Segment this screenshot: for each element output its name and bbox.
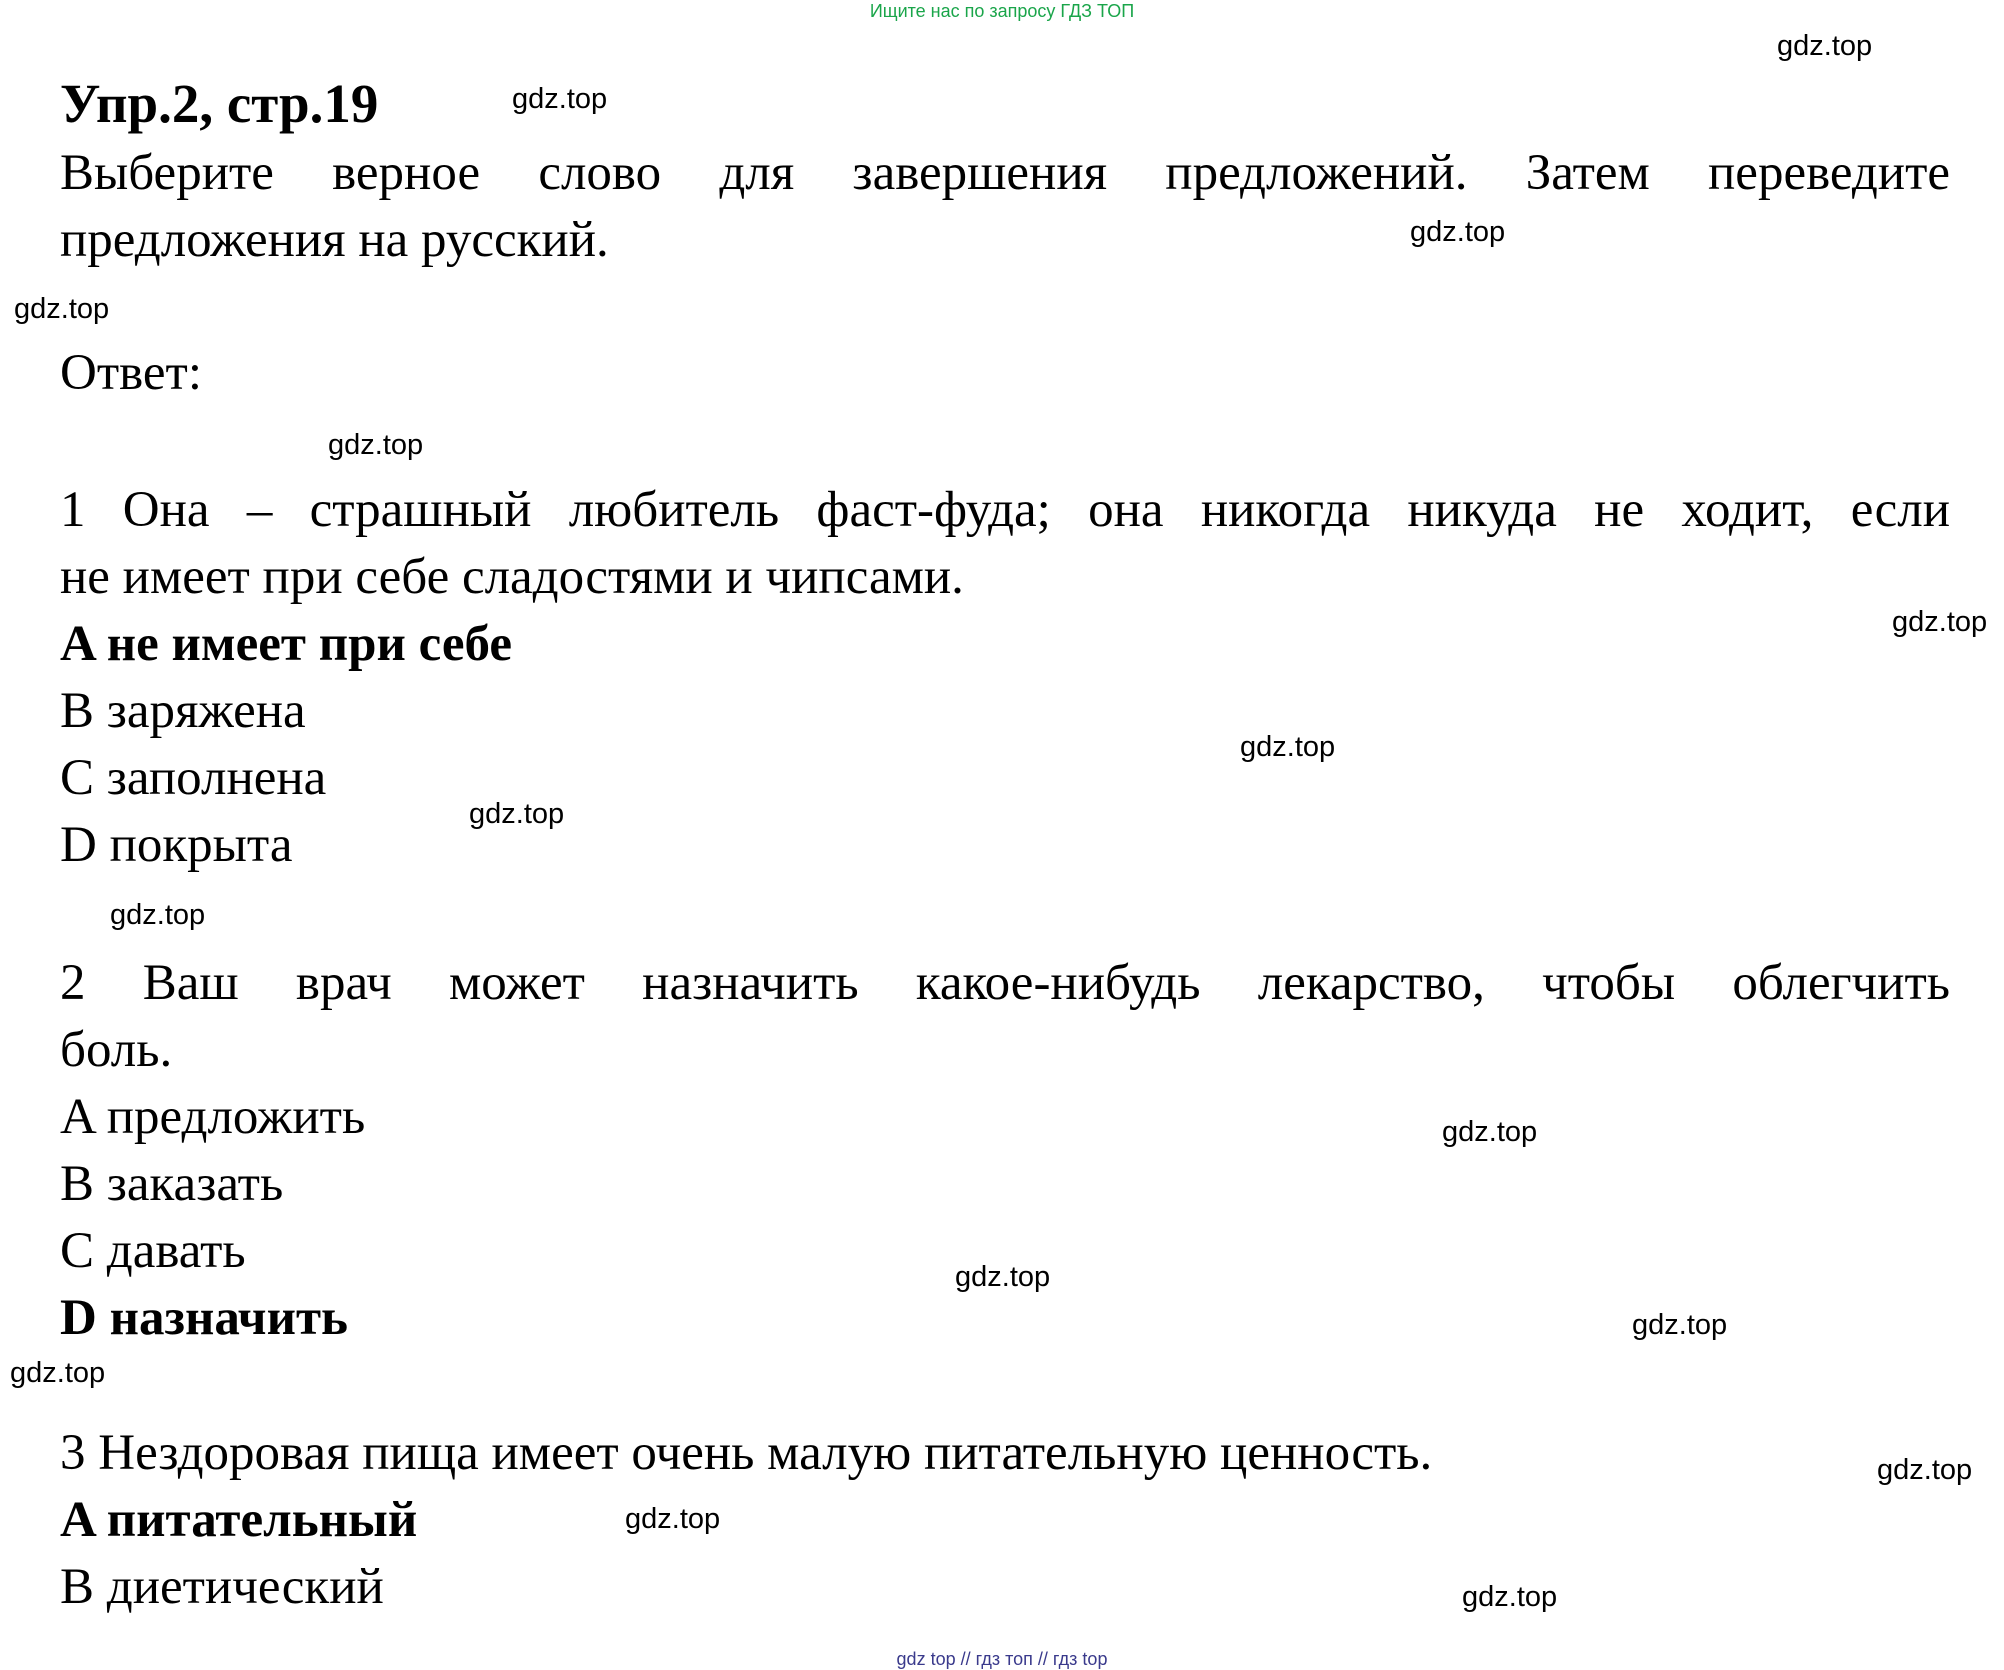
question-1-line-2: не имеет при себе сладостями и чипсами.: [60, 549, 964, 605]
question-2-option-c: C давать: [60, 1223, 246, 1279]
watermark: gdz.top: [1632, 1309, 1728, 1341]
question-2-line-2: боль.: [60, 1022, 173, 1078]
question-2-line-1: 2 Ваш врач может назначить какое-нибудь лекарство, чтобы облегчить: [60, 955, 1950, 1011]
watermark: gdz.top: [1877, 1454, 1973, 1486]
watermark: gdz.top: [14, 293, 110, 325]
page-title: Упр.2, стр.19: [60, 73, 379, 134]
bottom-banner: gdz top // гдз топ // гдз top: [896, 1649, 1108, 1669]
watermark: gdz.top: [1892, 606, 1988, 638]
top-banner: Ищите нас по запросу ГДЗ ТОП: [869, 1, 1135, 21]
question-2-option-d: D назначить: [60, 1290, 348, 1346]
question-2-option-b: B заказать: [60, 1156, 284, 1212]
answer-label: Ответ:: [60, 345, 202, 401]
question-1-option-d: D покрыта: [60, 817, 293, 873]
watermark: gdz.top: [10, 1357, 106, 1389]
question-1-line-1: 1 Она – страшный любитель фаст-фуда; она никогда никуда не ходит, если: [60, 482, 1950, 538]
watermark: gdz.top: [328, 429, 424, 461]
watermark: gdz.top: [1240, 731, 1336, 763]
question-3-option-b: B диетический: [60, 1559, 384, 1615]
question-1-option-c: C заполнена: [60, 750, 327, 806]
watermark: gdz.top: [110, 899, 206, 931]
watermark: gdz.top: [625, 1503, 721, 1535]
watermark: gdz.top: [1462, 1581, 1558, 1613]
watermark: gdz.top: [1410, 216, 1506, 248]
watermark: gdz.top: [1442, 1116, 1538, 1148]
instruction-line-1: Выберите верное слово для завершения предложений. Затем переведите: [60, 145, 1950, 201]
question-1-option-a: A не имеет при себе: [60, 616, 512, 672]
question-2-option-a: A предложить: [60, 1089, 366, 1145]
watermark: gdz.top: [512, 83, 608, 115]
watermark: gdz.top: [1777, 30, 1873, 62]
watermark: gdz.top: [955, 1261, 1051, 1293]
question-3-line-1: 3 Нездоровая пища имеет очень малую питательную ценность.: [60, 1425, 1433, 1481]
watermark: gdz.top: [469, 798, 565, 830]
question-3-option-a: A питательный: [60, 1492, 418, 1548]
instruction-line-2: предложения на русский.: [60, 212, 609, 268]
question-1-option-b: B заряжена: [60, 683, 306, 739]
